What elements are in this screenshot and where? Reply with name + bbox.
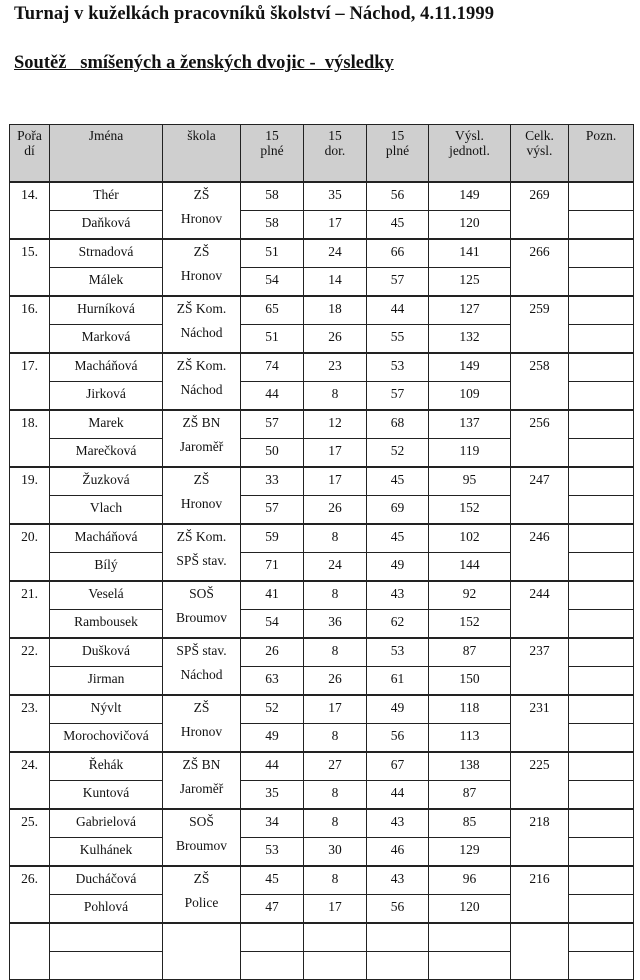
note-cell — [569, 581, 634, 610]
note-cell — [569, 952, 634, 980]
rank-cell: 23. — [10, 695, 50, 752]
individual-result-cell: 144 — [429, 553, 511, 582]
clearing-15-cell — [304, 952, 367, 980]
full-15-cell: 54 — [241, 268, 304, 297]
player-name-cell: Málek — [50, 268, 163, 297]
total-result-cell: 269 — [511, 182, 569, 239]
individual-result-cell: 87 — [429, 781, 511, 810]
column-header — [569, 125, 634, 183]
table-row — [10, 296, 634, 325]
column-header-line: Pořa — [17, 128, 42, 143]
clearing-15-cell: 8 — [304, 724, 367, 753]
player-name-cell: Marek — [50, 410, 163, 439]
full-15-second-cell: 56 — [367, 182, 429, 211]
note-cell — [569, 610, 634, 639]
rank-cell: 25. — [10, 809, 50, 866]
rank-cell: 22. — [10, 638, 50, 695]
table-row — [10, 809, 634, 838]
player-name-cell: Pohlová — [50, 895, 163, 924]
column-header — [304, 125, 367, 183]
clearing-15-cell: 17 — [304, 439, 367, 468]
note-cell — [569, 211, 634, 240]
note-cell — [569, 524, 634, 553]
clearing-15-cell: 14 — [304, 268, 367, 297]
clearing-15-cell — [304, 923, 367, 952]
full-15-second-cell: 43 — [367, 866, 429, 895]
school-cell — [163, 182, 241, 239]
table-row — [10, 923, 634, 952]
total-result-cell: 247 — [511, 467, 569, 524]
clearing-15-cell: 26 — [304, 667, 367, 696]
school-cell — [163, 410, 241, 467]
full-15-second-cell: 61 — [367, 667, 429, 696]
school-cell — [163, 752, 241, 809]
individual-result-cell: 138 — [429, 752, 511, 781]
total-result-cell: 218 — [511, 809, 569, 866]
clearing-15-cell: 17 — [304, 695, 367, 724]
full-15-cell: 58 — [241, 182, 304, 211]
school-line: Hronov — [180, 211, 223, 226]
individual-result-cell: 102 — [429, 524, 511, 553]
note-cell — [569, 467, 634, 496]
full-15-second-cell — [367, 923, 429, 952]
school-line: Jaroměř — [179, 781, 224, 796]
player-name-cell: Rambousek — [50, 610, 163, 639]
individual-result-cell: 120 — [429, 211, 511, 240]
school-line: ZŠ BN — [182, 415, 221, 430]
full-15-cell: 47 — [241, 895, 304, 924]
clearing-15-cell: 17 — [304, 467, 367, 496]
table-row — [10, 866, 634, 895]
table-row — [10, 467, 634, 496]
full-15-cell: 57 — [241, 410, 304, 439]
column-header-line: Celk. — [525, 128, 554, 143]
note-cell — [569, 325, 634, 354]
full-15-cell: 59 — [241, 524, 304, 553]
player-name-cell: Řehák — [50, 752, 163, 781]
total-result-cell — [511, 923, 569, 980]
individual-result-cell: 132 — [429, 325, 511, 354]
table-row — [10, 638, 634, 667]
individual-result-cell: 118 — [429, 695, 511, 724]
individual-result-cell: 120 — [429, 895, 511, 924]
column-header — [241, 125, 304, 183]
clearing-15-cell: 27 — [304, 752, 367, 781]
total-result-cell: 246 — [511, 524, 569, 581]
clearing-15-cell: 24 — [304, 239, 367, 268]
player-name-cell — [50, 952, 163, 980]
player-name-cell: Gabrielová — [50, 809, 163, 838]
full-15-cell — [241, 952, 304, 980]
school-cell — [163, 866, 241, 923]
note-cell — [569, 239, 634, 268]
column-header — [10, 125, 50, 183]
player-name-cell: Bílý — [50, 553, 163, 582]
player-name-cell: Marková — [50, 325, 163, 354]
individual-result-cell: 85 — [429, 809, 511, 838]
total-result-cell: 256 — [511, 410, 569, 467]
column-header-line: 15 — [328, 128, 342, 143]
total-result-cell: 266 — [511, 239, 569, 296]
full-15-cell: 71 — [241, 553, 304, 582]
clearing-15-cell: 8 — [304, 581, 367, 610]
player-name-cell: Nývlt — [50, 695, 163, 724]
note-cell — [569, 439, 634, 468]
school-line: SOŠ — [189, 814, 214, 829]
note-cell — [569, 809, 634, 838]
note-cell — [569, 781, 634, 810]
school-line: Náchod — [180, 667, 223, 682]
clearing-15-cell: 26 — [304, 325, 367, 354]
column-header-line: plné — [260, 143, 284, 158]
school-line: ZŠ — [193, 244, 210, 259]
school-line: Broumov — [175, 838, 227, 853]
school-cell — [163, 923, 241, 980]
total-result-cell: 231 — [511, 695, 569, 752]
full-15-second-cell: 67 — [367, 752, 429, 781]
column-header-line: škola — [187, 128, 216, 143]
table-row — [10, 410, 634, 439]
individual-result-cell: 149 — [429, 353, 511, 382]
rank-cell: 19. — [10, 467, 50, 524]
rank-cell — [10, 923, 50, 980]
clearing-15-cell: 8 — [304, 524, 367, 553]
individual-result-cell: 109 — [429, 382, 511, 411]
note-cell — [569, 724, 634, 753]
full-15-cell: 74 — [241, 353, 304, 382]
note-cell — [569, 838, 634, 867]
school-line: Náchod — [180, 325, 223, 340]
full-15-second-cell: 49 — [367, 553, 429, 582]
rank-cell: 16. — [10, 296, 50, 353]
player-name-cell: Daňková — [50, 211, 163, 240]
player-name-cell: Žuzková — [50, 467, 163, 496]
column-header — [429, 125, 511, 183]
rank-cell: 15. — [10, 239, 50, 296]
clearing-15-cell: 8 — [304, 638, 367, 667]
table-row — [10, 524, 634, 553]
table-row — [10, 695, 634, 724]
full-15-cell: 26 — [241, 638, 304, 667]
player-name-cell: Vlach — [50, 496, 163, 525]
full-15-cell: 57 — [241, 496, 304, 525]
full-15-cell: 44 — [241, 382, 304, 411]
document-subtitle: Soutěž smíšených a ženských dvojic - výsledky — [14, 53, 394, 73]
individual-result-cell: 96 — [429, 866, 511, 895]
full-15-cell: 63 — [241, 667, 304, 696]
school-cell — [163, 638, 241, 695]
school-line: ZŠ Kom. — [176, 529, 227, 544]
individual-result-cell: 119 — [429, 439, 511, 468]
clearing-15-cell: 35 — [304, 182, 367, 211]
individual-result-cell: 87 — [429, 638, 511, 667]
full-15-second-cell: 69 — [367, 496, 429, 525]
school-cell — [163, 239, 241, 296]
full-15-second-cell: 57 — [367, 268, 429, 297]
note-cell — [569, 866, 634, 895]
full-15-second-cell: 57 — [367, 382, 429, 411]
clearing-15-cell: 8 — [304, 382, 367, 411]
note-cell — [569, 353, 634, 382]
note-cell — [569, 752, 634, 781]
full-15-second-cell: 68 — [367, 410, 429, 439]
school-cell — [163, 809, 241, 866]
table-row — [10, 239, 634, 268]
school-line: Police — [184, 895, 219, 910]
full-15-second-cell: 46 — [367, 838, 429, 867]
player-name-cell: Veselá — [50, 581, 163, 610]
school-cell — [163, 467, 241, 524]
clearing-15-cell: 24 — [304, 553, 367, 582]
full-15-second-cell: 44 — [367, 781, 429, 810]
full-15-second-cell: 45 — [367, 211, 429, 240]
table-body — [10, 182, 634, 980]
column-header-line: Výsl. — [455, 128, 484, 143]
school-line: ZŠ — [193, 187, 210, 202]
full-15-second-cell: 53 — [367, 638, 429, 667]
individual-result-cell: 92 — [429, 581, 511, 610]
full-15-cell: 35 — [241, 781, 304, 810]
clearing-15-cell: 36 — [304, 610, 367, 639]
column-header-line: 15 — [390, 128, 405, 143]
school-cell — [163, 296, 241, 353]
full-15-cell: 51 — [241, 325, 304, 354]
column-header — [367, 125, 429, 183]
column-header — [50, 125, 163, 183]
individual-result-cell — [429, 923, 511, 952]
player-name-cell: Hurníková — [50, 296, 163, 325]
full-15-second-cell: 45 — [367, 467, 429, 496]
total-result-cell: 244 — [511, 581, 569, 638]
full-15-cell: 49 — [241, 724, 304, 753]
full-15-second-cell: 49 — [367, 695, 429, 724]
full-15-second-cell: 44 — [367, 296, 429, 325]
full-15-second-cell: 55 — [367, 325, 429, 354]
document-title: Turnaj v kuželkách pracovníků školství – Náchod, 4.11.1999 — [14, 4, 495, 24]
individual-result-cell: 152 — [429, 610, 511, 639]
individual-result-cell: 127 — [429, 296, 511, 325]
individual-result-cell: 129 — [429, 838, 511, 867]
player-name-cell: Strnadová — [50, 239, 163, 268]
rank-cell: 26. — [10, 866, 50, 923]
results-table — [9, 124, 634, 980]
individual-result-cell: 113 — [429, 724, 511, 753]
total-result-cell: 237 — [511, 638, 569, 695]
column-header-line: dor. — [324, 143, 346, 158]
full-15-cell — [241, 923, 304, 952]
player-name-cell — [50, 923, 163, 952]
rank-cell: 20. — [10, 524, 50, 581]
individual-result-cell: 149 — [429, 182, 511, 211]
individual-result-cell: 150 — [429, 667, 511, 696]
school-line: ZŠ Kom. — [176, 301, 227, 316]
clearing-15-cell: 18 — [304, 296, 367, 325]
school-line: Jaroměř — [179, 439, 224, 454]
rank-cell: 21. — [10, 581, 50, 638]
full-15-second-cell: 56 — [367, 724, 429, 753]
column-header-line: Jména — [88, 128, 124, 143]
column-header-line: dí — [24, 143, 35, 158]
individual-result-cell — [429, 952, 511, 980]
full-15-cell: 50 — [241, 439, 304, 468]
individual-result-cell: 137 — [429, 410, 511, 439]
individual-result-cell: 141 — [429, 239, 511, 268]
table-row — [10, 182, 634, 211]
clearing-15-cell: 30 — [304, 838, 367, 867]
player-name-cell: Dušková — [50, 638, 163, 667]
note-cell — [569, 296, 634, 325]
note-cell — [569, 553, 634, 582]
clearing-15-cell: 26 — [304, 496, 367, 525]
full-15-second-cell: 66 — [367, 239, 429, 268]
rank-cell: 17. — [10, 353, 50, 410]
full-15-cell: 65 — [241, 296, 304, 325]
school-line: Náchod — [180, 382, 223, 397]
full-15-cell: 58 — [241, 211, 304, 240]
school-line: Hronov — [180, 724, 223, 739]
note-cell — [569, 667, 634, 696]
full-15-cell: 33 — [241, 467, 304, 496]
note-cell — [569, 923, 634, 952]
total-result-cell: 225 — [511, 752, 569, 809]
school-line: ZŠ BN — [182, 757, 221, 772]
full-15-cell: 34 — [241, 809, 304, 838]
full-15-cell: 45 — [241, 866, 304, 895]
note-cell — [569, 182, 634, 211]
school-line: SPŠ stav. — [176, 553, 227, 568]
rank-cell: 14. — [10, 182, 50, 239]
player-name-cell: Kulhánek — [50, 838, 163, 867]
full-15-second-cell — [367, 952, 429, 980]
full-15-second-cell: 53 — [367, 353, 429, 382]
column-header-line: 15 — [265, 128, 279, 143]
full-15-second-cell: 45 — [367, 524, 429, 553]
full-15-second-cell: 43 — [367, 809, 429, 838]
table-row — [10, 752, 634, 781]
full-15-cell: 51 — [241, 239, 304, 268]
school-cell — [163, 524, 241, 581]
column-header — [511, 125, 569, 183]
full-15-cell: 52 — [241, 695, 304, 724]
school-cell — [163, 581, 241, 638]
column-header-line: Pozn. — [585, 128, 617, 143]
clearing-15-cell: 8 — [304, 809, 367, 838]
clearing-15-cell: 17 — [304, 895, 367, 924]
school-line: Hronov — [180, 496, 223, 511]
player-name-cell: Thér — [50, 182, 163, 211]
player-name-cell: Morochovičová — [50, 724, 163, 753]
table-row — [10, 353, 634, 382]
note-cell — [569, 695, 634, 724]
full-15-second-cell: 43 — [367, 581, 429, 610]
school-cell — [163, 353, 241, 410]
full-15-second-cell: 62 — [367, 610, 429, 639]
note-cell — [569, 268, 634, 297]
table-header-row — [10, 125, 634, 183]
player-name-cell: Jirman — [50, 667, 163, 696]
individual-result-cell: 125 — [429, 268, 511, 297]
column-header-line: výsl. — [526, 143, 553, 158]
full-15-second-cell: 52 — [367, 439, 429, 468]
note-cell — [569, 895, 634, 924]
full-15-cell: 53 — [241, 838, 304, 867]
note-cell — [569, 496, 634, 525]
total-result-cell: 258 — [511, 353, 569, 410]
clearing-15-cell: 17 — [304, 211, 367, 240]
column-header — [163, 125, 241, 183]
rank-cell: 24. — [10, 752, 50, 809]
school-line: SPŠ stav. — [176, 643, 227, 658]
total-result-cell: 216 — [511, 866, 569, 923]
school-line: SOŠ — [189, 586, 214, 601]
clearing-15-cell: 8 — [304, 781, 367, 810]
individual-result-cell: 152 — [429, 496, 511, 525]
full-15-cell: 54 — [241, 610, 304, 639]
player-name-cell: Kuntová — [50, 781, 163, 810]
player-name-cell: Ducháčová — [50, 866, 163, 895]
player-name-cell: Jirková — [50, 382, 163, 411]
school-line: ZŠ Kom. — [176, 358, 227, 373]
school-line: Hronov — [180, 268, 223, 283]
column-header-line: plné — [385, 143, 410, 158]
note-cell — [569, 410, 634, 439]
total-result-cell: 259 — [511, 296, 569, 353]
table-row — [10, 581, 634, 610]
full-15-second-cell: 56 — [367, 895, 429, 924]
individual-result-cell: 95 — [429, 467, 511, 496]
full-15-cell: 41 — [241, 581, 304, 610]
clearing-15-cell: 8 — [304, 866, 367, 895]
school-line: ZŠ — [193, 472, 210, 487]
note-cell — [569, 382, 634, 411]
school-line: ZŠ — [193, 871, 210, 886]
player-name-cell: Macháňová — [50, 524, 163, 553]
player-name-cell: Macháňová — [50, 353, 163, 382]
column-header-line: jednotl. — [449, 143, 490, 158]
clearing-15-cell: 23 — [304, 353, 367, 382]
school-line: ZŠ — [193, 700, 210, 715]
note-cell — [569, 638, 634, 667]
full-15-cell: 44 — [241, 752, 304, 781]
school-cell — [163, 695, 241, 752]
rank-cell: 18. — [10, 410, 50, 467]
player-name-cell: Marečková — [50, 439, 163, 468]
school-line: Broumov — [175, 610, 227, 625]
clearing-15-cell: 12 — [304, 410, 367, 439]
